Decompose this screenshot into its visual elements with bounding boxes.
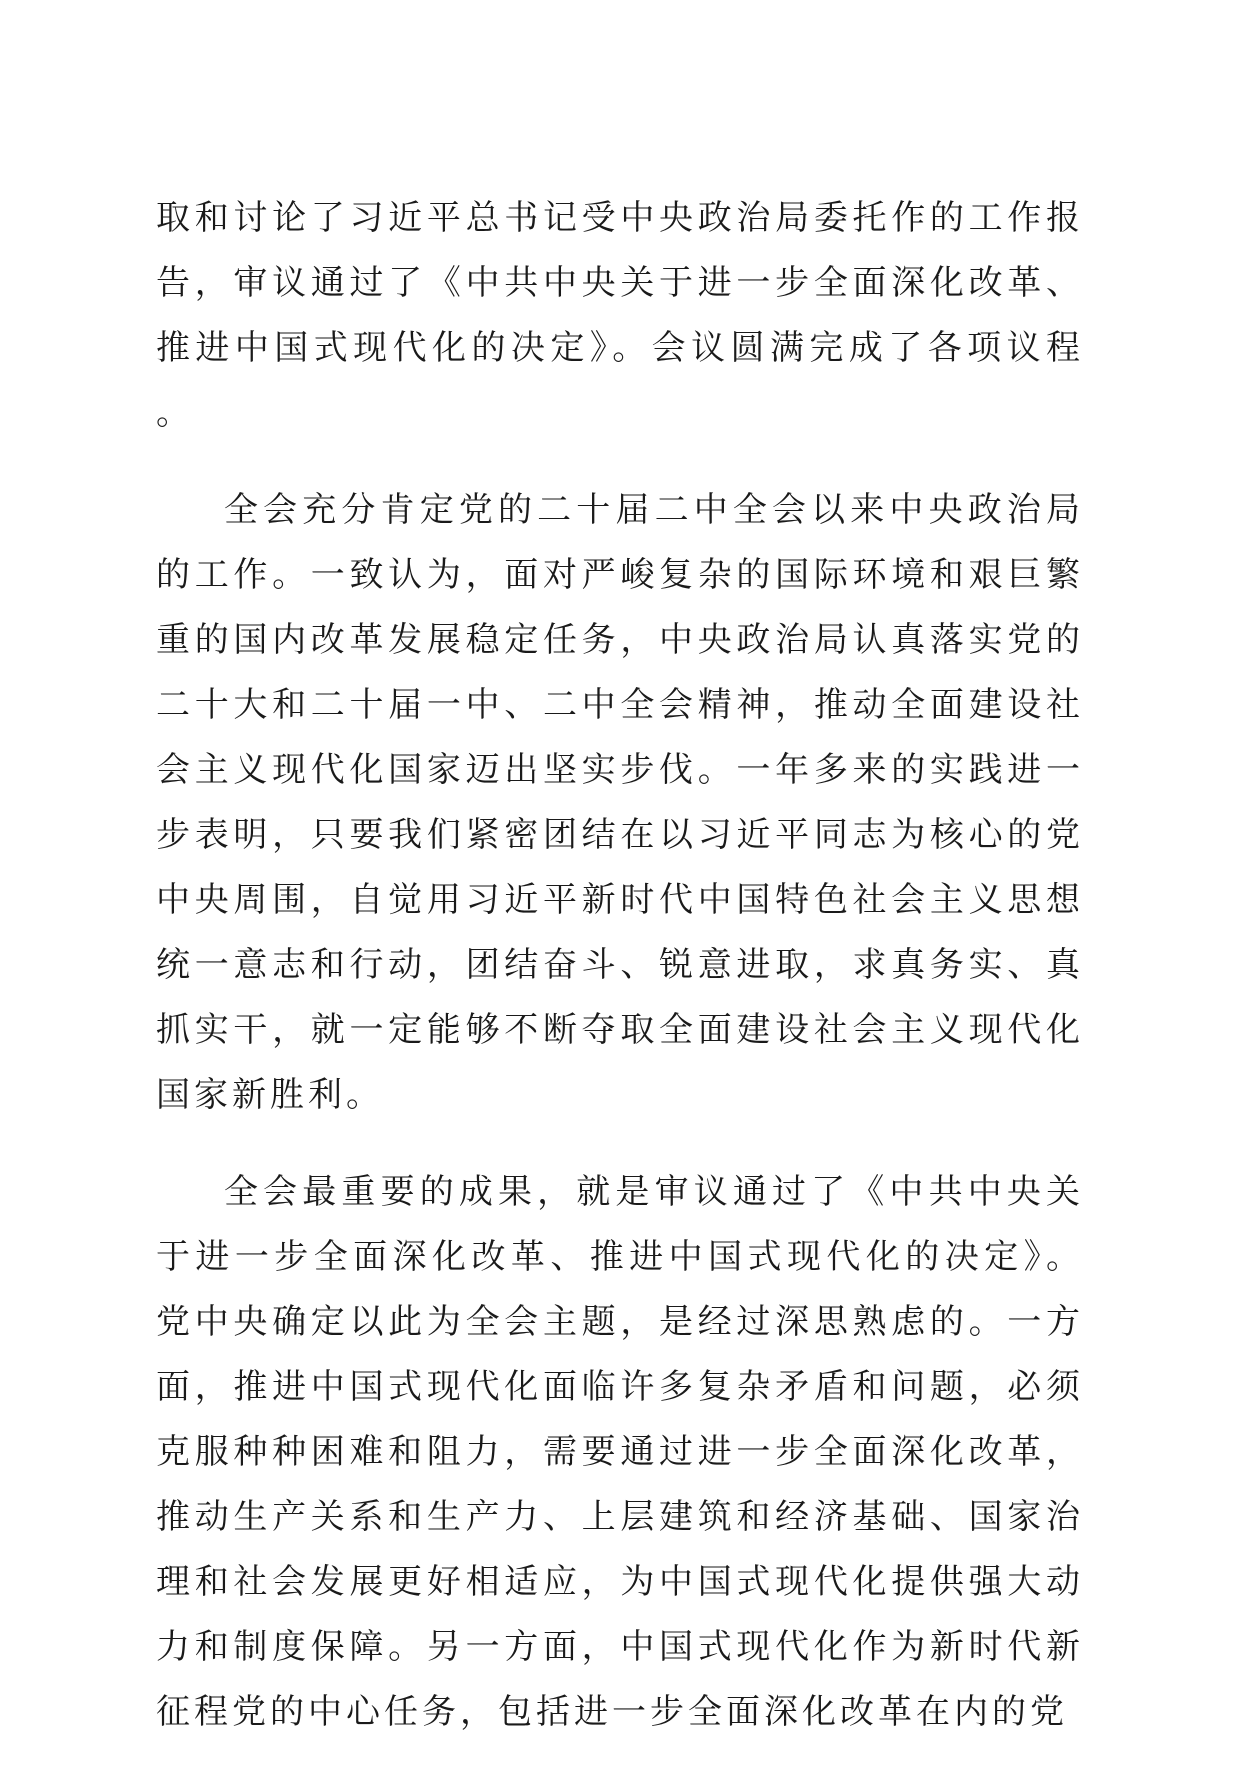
paragraph-3: 全会最重要的成果，就是审议通过了《中共中央关于进一步全面深化改革、推进中国式现代化的决定》。党中央确定以此为全会主题，是经过深思熟虑的。一方面，推进中国式现代化面临许多复杂矛盾和问题，必须克服种种困难和阻力，需要通过进一步全面深化改革，推动生产关系和生产力、上层建筑和经济基础、国家治理和社会发展更好相适应，为中国式现代化提供强大动力和制度保障。另一方面，中国式现代化作为新时代新征程党的中心任务，包括进一步全面深化改革在内的党 — [156, 1172, 1084, 1732]
document-body — [156, 186, 1084, 1777]
paragraph-2: 全会充分肯定党的二十届二中全会以来中央政治局的工作。一致认为，面对严峻复杂的国际环境和艰巨繁重的国内改革发展稳定任务，中央政治局认真落实党的二十大和二十届一中、二中全会精神，推动全面建设社会主义现代化国家迈出坚实步伐。一年多来的实践进一步表明，只要我们紧密团结在以习近平同志为核心的党中央周围，自觉用习近平新时代中国特色社会主义思想统一意志和行动，团结奋斗、锐意进取，求真务实、真抓实干，就一定能够不断夺取全面建设社会主义现代化国家新胜利。 — [156, 490, 1084, 1115]
paragraph-1: 取和讨论了习近平总书记受中央政治局委托作的工作报告，审议通过了《中共中央关于进一步全面深化改革、推进中国式现代化的决定》。会议圆满完成了各项议程。 — [156, 198, 1084, 433]
